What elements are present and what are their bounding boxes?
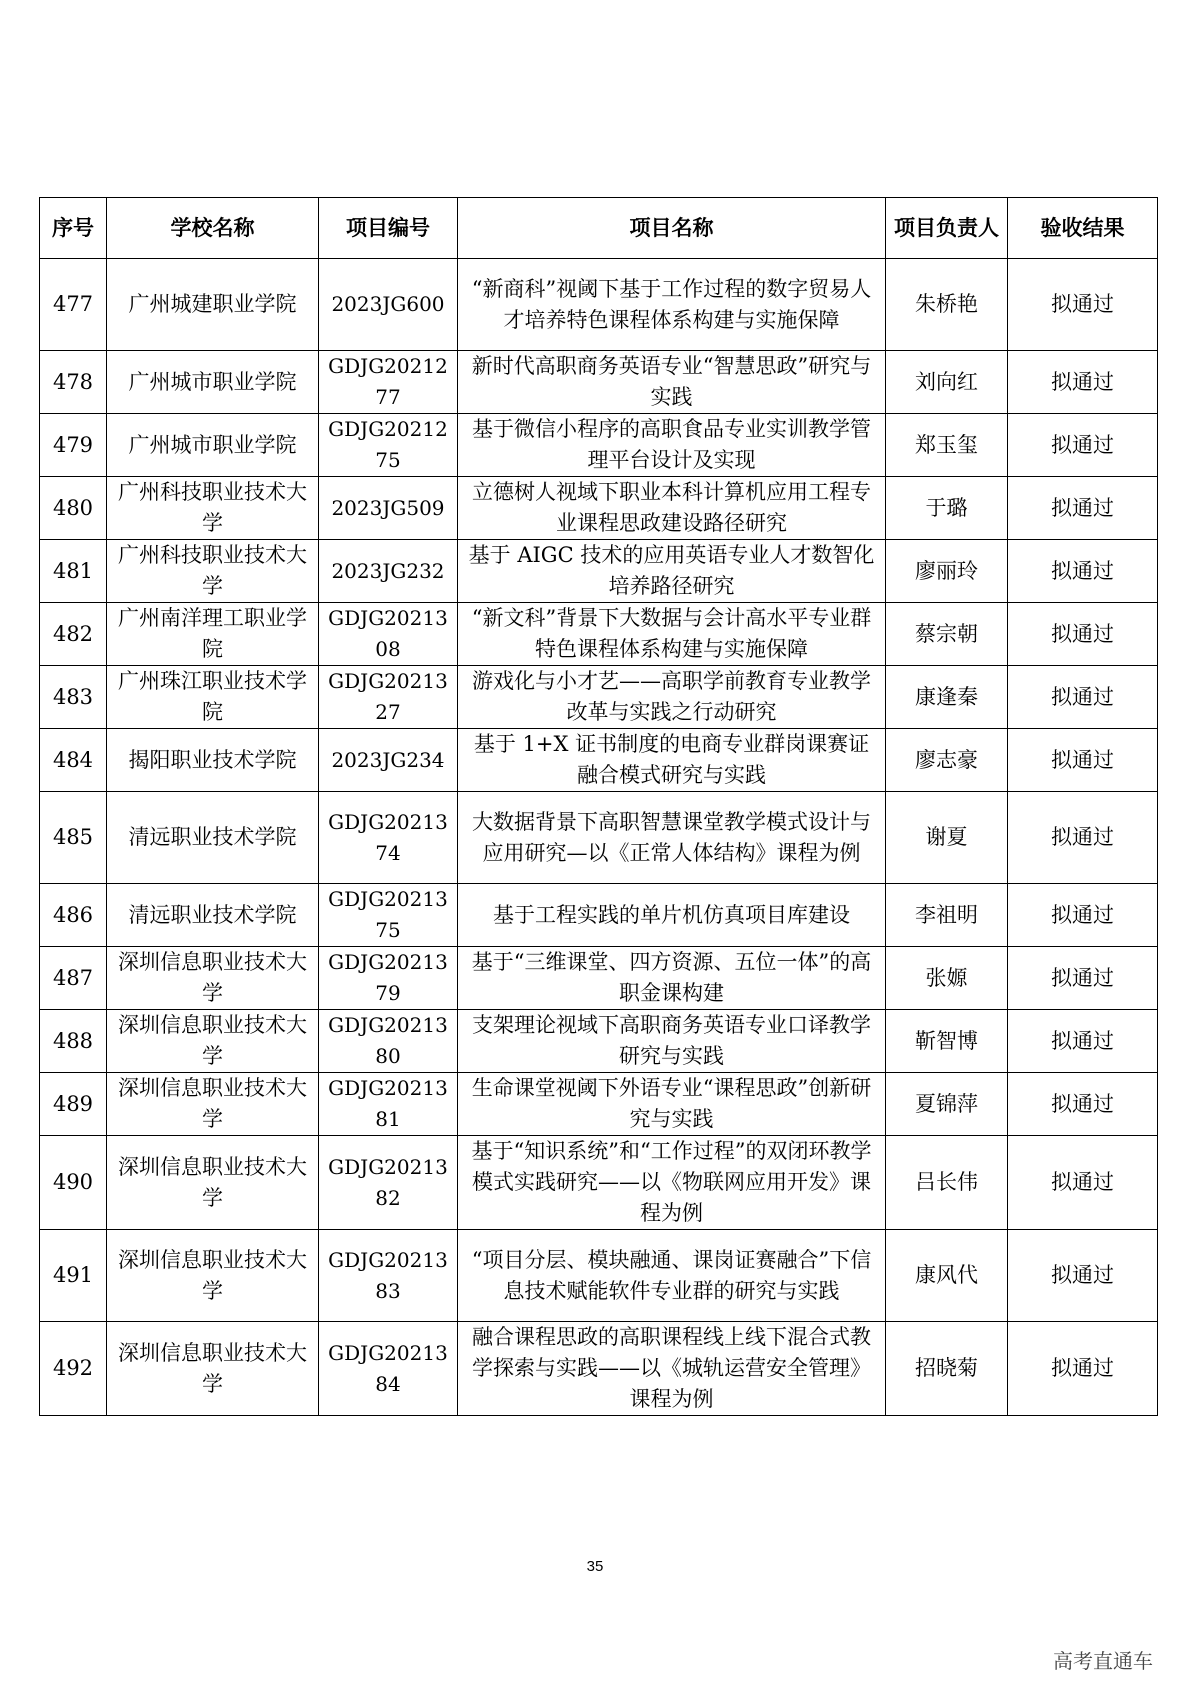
cell-school: 广州科技职业技术大学 [107,477,319,540]
cell-no: 481 [40,540,107,603]
cell-school: 深圳信息职业技术大学 [107,1010,319,1073]
cell-result: 拟通过 [1008,477,1158,540]
cell-result: 拟通过 [1008,792,1158,884]
cell-result: 拟通过 [1008,884,1158,947]
table-row [40,1010,1158,1073]
cell-result: 拟通过 [1008,540,1158,603]
cell-result: 拟通过 [1008,414,1158,477]
cell-no: 490 [40,1136,107,1230]
cell-project: 支架理论视域下高职商务英语专业口译教学研究与实践 [458,1010,886,1073]
cell-school: 深圳信息职业技术大学 [107,1136,319,1230]
table-row [40,1322,1158,1416]
cell-leader: 廖丽玲 [886,540,1008,603]
header-leader: 项目负责人 [886,198,1008,259]
cell-no: 478 [40,351,107,414]
cell-no: 477 [40,259,107,351]
cell-leader: 靳智博 [886,1010,1008,1073]
cell-no: 492 [40,1322,107,1416]
cell-result: 拟通过 [1008,1230,1158,1322]
cell-code: GDJG2021327 [319,666,458,729]
table-row [40,259,1158,351]
cell-school: 广州城市职业学院 [107,351,319,414]
cell-no: 488 [40,1010,107,1073]
cell-leader: 康逢秦 [886,666,1008,729]
cell-project: 游戏化与小才艺——高职学前教育专业教学改革与实践之行动研究 [458,666,886,729]
cell-leader: 廖志豪 [886,729,1008,792]
cell-leader: 于璐 [886,477,1008,540]
cell-project: 新时代高职商务英语专业“智慧思政”研究与实践 [458,351,886,414]
cell-school: 广州科技职业技术大学 [107,540,319,603]
cell-project: 生命课堂视阈下外语专业“课程思政”创新研究与实践 [458,1073,886,1136]
cell-no: 487 [40,947,107,1010]
table-row [40,729,1158,792]
table-row [40,477,1158,540]
cell-project: 基于 1+X 证书制度的电商专业群岗课赛证融合模式研究与实践 [458,729,886,792]
cell-project: 基于微信小程序的高职食品专业实训教学管理平台设计及实现 [458,414,886,477]
cell-school: 清远职业技术学院 [107,884,319,947]
cell-result: 拟通过 [1008,1322,1158,1416]
cell-code: 2023JG232 [319,540,458,603]
cell-code: 2023JG509 [319,477,458,540]
cell-code: 2023JG234 [319,729,458,792]
cell-no: 491 [40,1230,107,1322]
cell-project: “新商科”视阈下基于工作过程的数字贸易人才培养特色课程体系构建与实施保障 [458,259,886,351]
table-row [40,603,1158,666]
cell-project: 基于 AIGC 技术的应用英语专业人才数智化培养路径研究 [458,540,886,603]
table-body [40,259,1158,1416]
cell-project: 基于“知识系统”和“工作过程”的双闭环教学模式实践研究——以《物联网应用开发》课程为例 [458,1136,886,1230]
header-no: 序号 [40,198,107,259]
cell-result: 拟通过 [1008,666,1158,729]
cell-school: 广州城市职业学院 [107,414,319,477]
cell-leader: 蔡宗朝 [886,603,1008,666]
table-row [40,666,1158,729]
cell-leader: 夏锦萍 [886,1073,1008,1136]
watermark-text: 高考直通车 [1053,1649,1153,1673]
page-number: 35 [586,1558,604,1575]
cell-no: 483 [40,666,107,729]
cell-no: 485 [40,792,107,884]
cell-school: 深圳信息职业技术大学 [107,1230,319,1322]
header-code: 项目编号 [319,198,458,259]
cell-project: 基于“三维课堂、四方资源、五位一体”的高职金课构建 [458,947,886,1010]
cell-no: 482 [40,603,107,666]
cell-leader: 康风代 [886,1230,1008,1322]
cell-school: 广州珠江职业技术学院 [107,666,319,729]
cell-code: GDJG2021381 [319,1073,458,1136]
header-school: 学校名称 [107,198,319,259]
table-row [40,947,1158,1010]
cell-code: GDJG2021379 [319,947,458,1010]
cell-result: 拟通过 [1008,1010,1158,1073]
results-table [39,197,1158,1416]
cell-result: 拟通过 [1008,1136,1158,1230]
table-row [40,1073,1158,1136]
cell-code: 2023JG600 [319,259,458,351]
cell-no: 479 [40,414,107,477]
table-row [40,884,1158,947]
cell-result: 拟通过 [1008,259,1158,351]
cell-code: GDJG2021277 [319,351,458,414]
cell-code: GDJG2021383 [319,1230,458,1322]
cell-code: GDJG2021374 [319,792,458,884]
cell-leader: 张嫄 [886,947,1008,1010]
cell-no: 486 [40,884,107,947]
cell-no: 480 [40,477,107,540]
table-header-row [40,198,1158,259]
cell-result: 拟通过 [1008,947,1158,1010]
cell-code: GDJG2021380 [319,1010,458,1073]
cell-project: “项目分层、模块融通、课岗证赛融合”下信息技术赋能软件专业群的研究与实践 [458,1230,886,1322]
cell-no: 484 [40,729,107,792]
cell-result: 拟通过 [1008,603,1158,666]
cell-school: 广州南洋理工职业学院 [107,603,319,666]
cell-leader: 谢夏 [886,792,1008,884]
results-table-container [39,197,1158,1416]
cell-code: GDJG2021375 [319,884,458,947]
header-result: 验收结果 [1008,198,1158,259]
cell-school: 深圳信息职业技术大学 [107,1322,319,1416]
cell-result: 拟通过 [1008,1073,1158,1136]
cell-school: 深圳信息职业技术大学 [107,947,319,1010]
cell-project: 大数据背景下高职智慧课堂教学模式设计与应用研究—以《正常人体结构》课程为例 [458,792,886,884]
cell-leader: 郑玉玺 [886,414,1008,477]
cell-school: 深圳信息职业技术大学 [107,1073,319,1136]
cell-project: 立德树人视域下职业本科计算机应用工程专业课程思政建设路径研究 [458,477,886,540]
cell-leader: 朱桥艳 [886,259,1008,351]
cell-school: 广州城建职业学院 [107,259,319,351]
cell-school: 清远职业技术学院 [107,792,319,884]
cell-code: GDJG2021275 [319,414,458,477]
cell-code: GDJG2021382 [319,1136,458,1230]
cell-leader: 招晓菊 [886,1322,1008,1416]
cell-code: GDJG2021308 [319,603,458,666]
table-row [40,1136,1158,1230]
cell-no: 489 [40,1073,107,1136]
table-row [40,414,1158,477]
cell-project: 融合课程思政的高职课程线上线下混合式教学探索与实践——以《城轨运营安全管理》课程为例 [458,1322,886,1416]
cell-project: “新文科”背景下大数据与会计高水平专业群特色课程体系构建与实施保障 [458,603,886,666]
cell-leader: 李祖明 [886,884,1008,947]
cell-code: GDJG2021384 [319,1322,458,1416]
cell-result: 拟通过 [1008,729,1158,792]
cell-leader: 吕长伟 [886,1136,1008,1230]
header-project: 项目名称 [458,198,886,259]
table-row [40,540,1158,603]
table-row [40,792,1158,884]
cell-result: 拟通过 [1008,351,1158,414]
cell-project: 基于工程实践的单片机仿真项目库建设 [458,884,886,947]
cell-school: 揭阳职业技术学院 [107,729,319,792]
table-row [40,1230,1158,1322]
cell-leader: 刘向红 [886,351,1008,414]
table-row [40,351,1158,414]
